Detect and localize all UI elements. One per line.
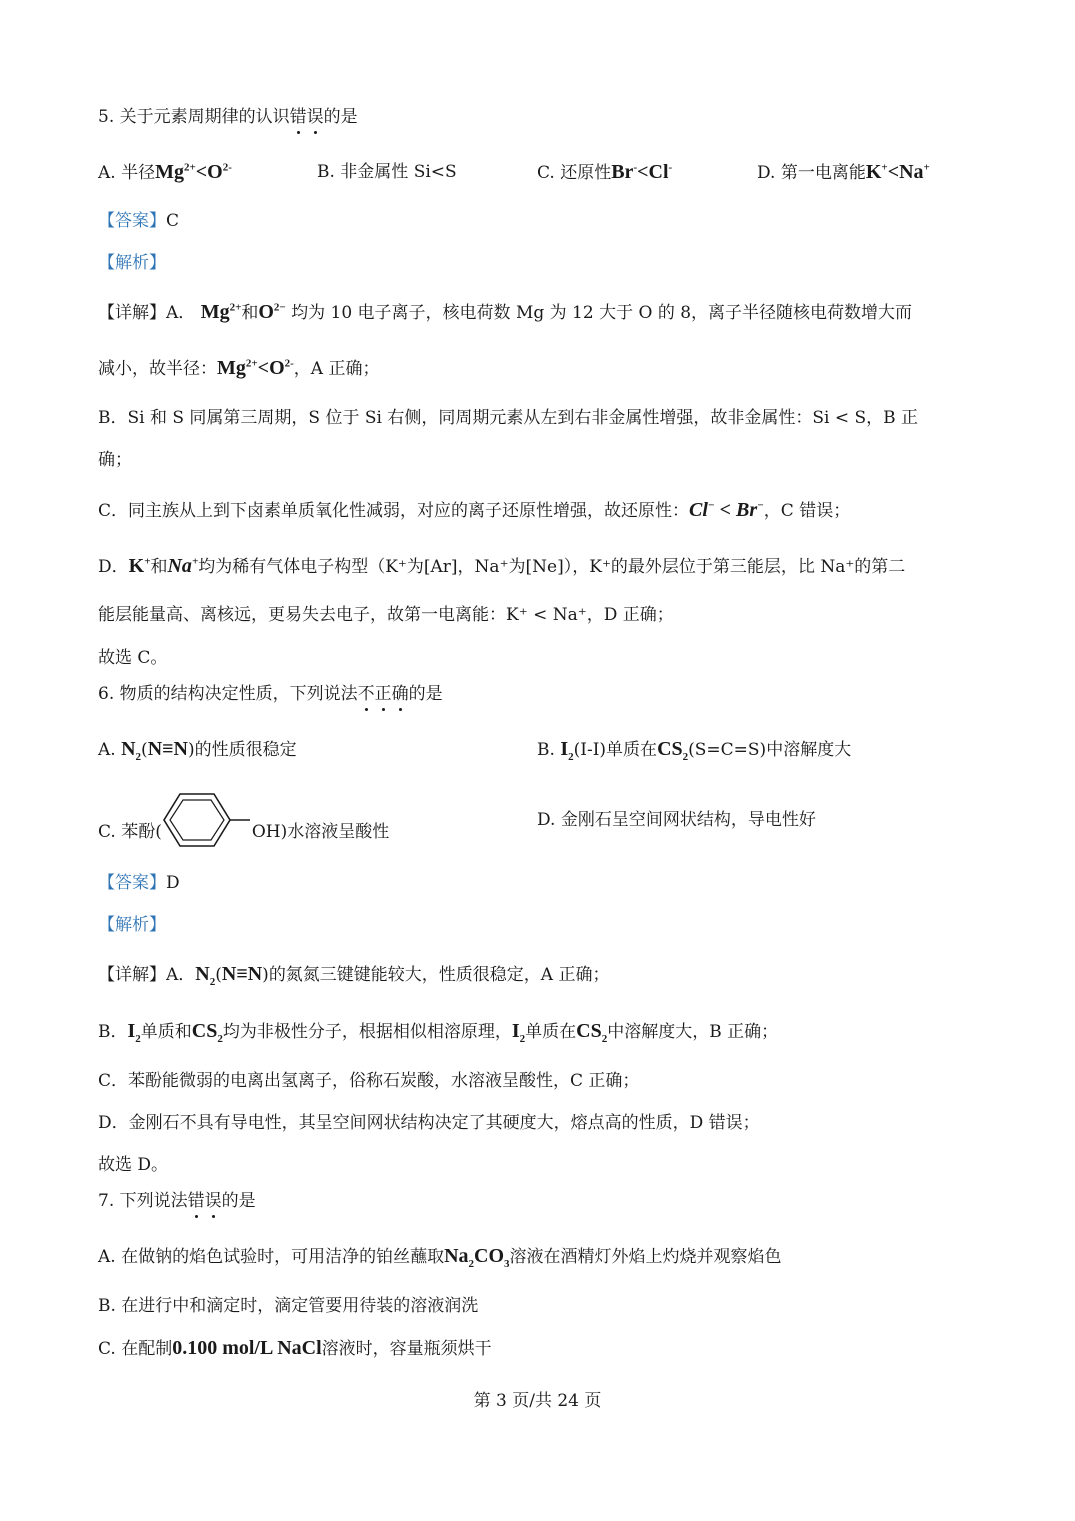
page-footer: 第 3 页/共 24 页	[473, 1391, 602, 1411]
q5-detail-a-line1: 【详解】A． $Mg^{2+}$和$O^{2-}$ 均为 10 电子离子，核电荷数 Mg 为 12 大于 O 的 8，离子半径随核电荷数增大而	[98, 301, 913, 323]
q5-option-b: B. 非金属性 Si<S	[317, 162, 457, 182]
q6-option-a: A. $N_2(N\equiv N)$的性质很稳定	[98, 738, 297, 763]
q7-emphasis-1: 错	[187, 1191, 205, 1211]
q6-answer: 【答案】D	[98, 873, 180, 893]
q6-detail-b: B．$I_2$单质和$CS_2$均为非极性分子，根据相似相溶原理，$I_2$单质在$CS_2$中溶解度大，B 正确；	[98, 1020, 779, 1045]
q7-option-c: C. 在配制0.100 mol/L NaCl溶液时，容量瓶须烘干	[98, 1337, 492, 1359]
q7-stem: 7. 下列说法错误的是	[98, 1191, 256, 1211]
q5-detail-d-line1: D．K+和Na+均为稀有气体电子构型（K⁺为[Ar]，Na⁺为[Ne]），K⁺的最外层位于第三能层，比 Na⁺的第二	[98, 555, 906, 577]
q6-detail-a: 【详解】A．$N_2(N\equiv N)$的氮氮三键键能较大，性质很稳定，A 正确；	[98, 963, 610, 988]
q5-stem: 5. 关于元素周期律的认识错误的是	[98, 107, 358, 127]
q5-detail-b-line1: B．Si 和 S 同属第三周期，S 位于 Si 右侧，同周期元素从左到右非金属性增强，故非金属性：Si < S，B 正	[98, 408, 919, 428]
q5-option-d: D. 第一电离能K+<Na+	[757, 161, 930, 183]
q6-option-c: C. 苯酚( OH)水溶液呈酸性	[98, 790, 389, 875]
q5-option-c: C. 还原性Br-<Cl-	[537, 161, 673, 183]
q6-conclusion: 故选 D。	[98, 1155, 169, 1175]
q6-option-b: B. $I_2(I-I)$单质在$CS_2(S=C=S)$中溶解度大	[537, 738, 852, 763]
q6-emphasis-2: 正	[374, 684, 392, 704]
q6-emphasis-1: 不	[357, 684, 375, 704]
q5-detail-b-line2: 确；	[98, 450, 132, 470]
q6-analysis-label: 【解析】	[98, 915, 166, 935]
q6-emphasis-3: 确	[391, 684, 409, 704]
q6-stem: 6. 物质的结构决定性质，下列说法不正确的是	[98, 684, 443, 704]
q7-emphasis-2: 误	[204, 1191, 222, 1211]
q5-detail-c: C．同主族从上到下卤素单质氧化性减弱，对应的离子还原性增强，故还原性：Cl− < Br−，C 错误；	[98, 499, 851, 521]
q6-detail-c: C．苯酚能微弱的电离出氢离子，俗称石炭酸，水溶液呈酸性，C 正确；	[98, 1071, 640, 1091]
q6-option-d: D. 金刚石呈空间网状结构，导电性好	[537, 810, 816, 830]
q5-conclusion: 故选 C。	[98, 648, 168, 668]
q5-analysis-label: 【解析】	[98, 253, 166, 273]
benzene-ring-icon	[162, 790, 252, 875]
q5-option-a: A. 半径$Mg^{2+}<O^{2-}$	[98, 161, 232, 183]
q7-option-b: B. 在进行中和滴定时，滴定管要用待装的溶液润洗	[98, 1296, 479, 1316]
q7-option-a: A. 在做钠的焰色试验时，可用洁净的铂丝蘸取$Na_2CO_3$溶液在酒精灯外焰上灼烧并观察焰色	[98, 1245, 782, 1270]
q5-detail-a-line2: 减小，故半径：$Mg^{2+}<O^{2-}$，A 正确；	[98, 357, 380, 379]
q5-detail-d-line2: 能层能量高、离核远，更易失去电子，故第一电离能：K⁺ < Na⁺，D 正确；	[98, 605, 674, 625]
q5-answer: 【答案】C	[98, 211, 180, 231]
q5-emphasis-2: 误	[306, 107, 324, 127]
q5-emphasis-1: 错	[289, 107, 307, 127]
q6-detail-d: D．金刚石不具有导电性，其呈空间网状结构决定了其硬度大，熔点高的性质，D 错误；	[98, 1113, 760, 1133]
